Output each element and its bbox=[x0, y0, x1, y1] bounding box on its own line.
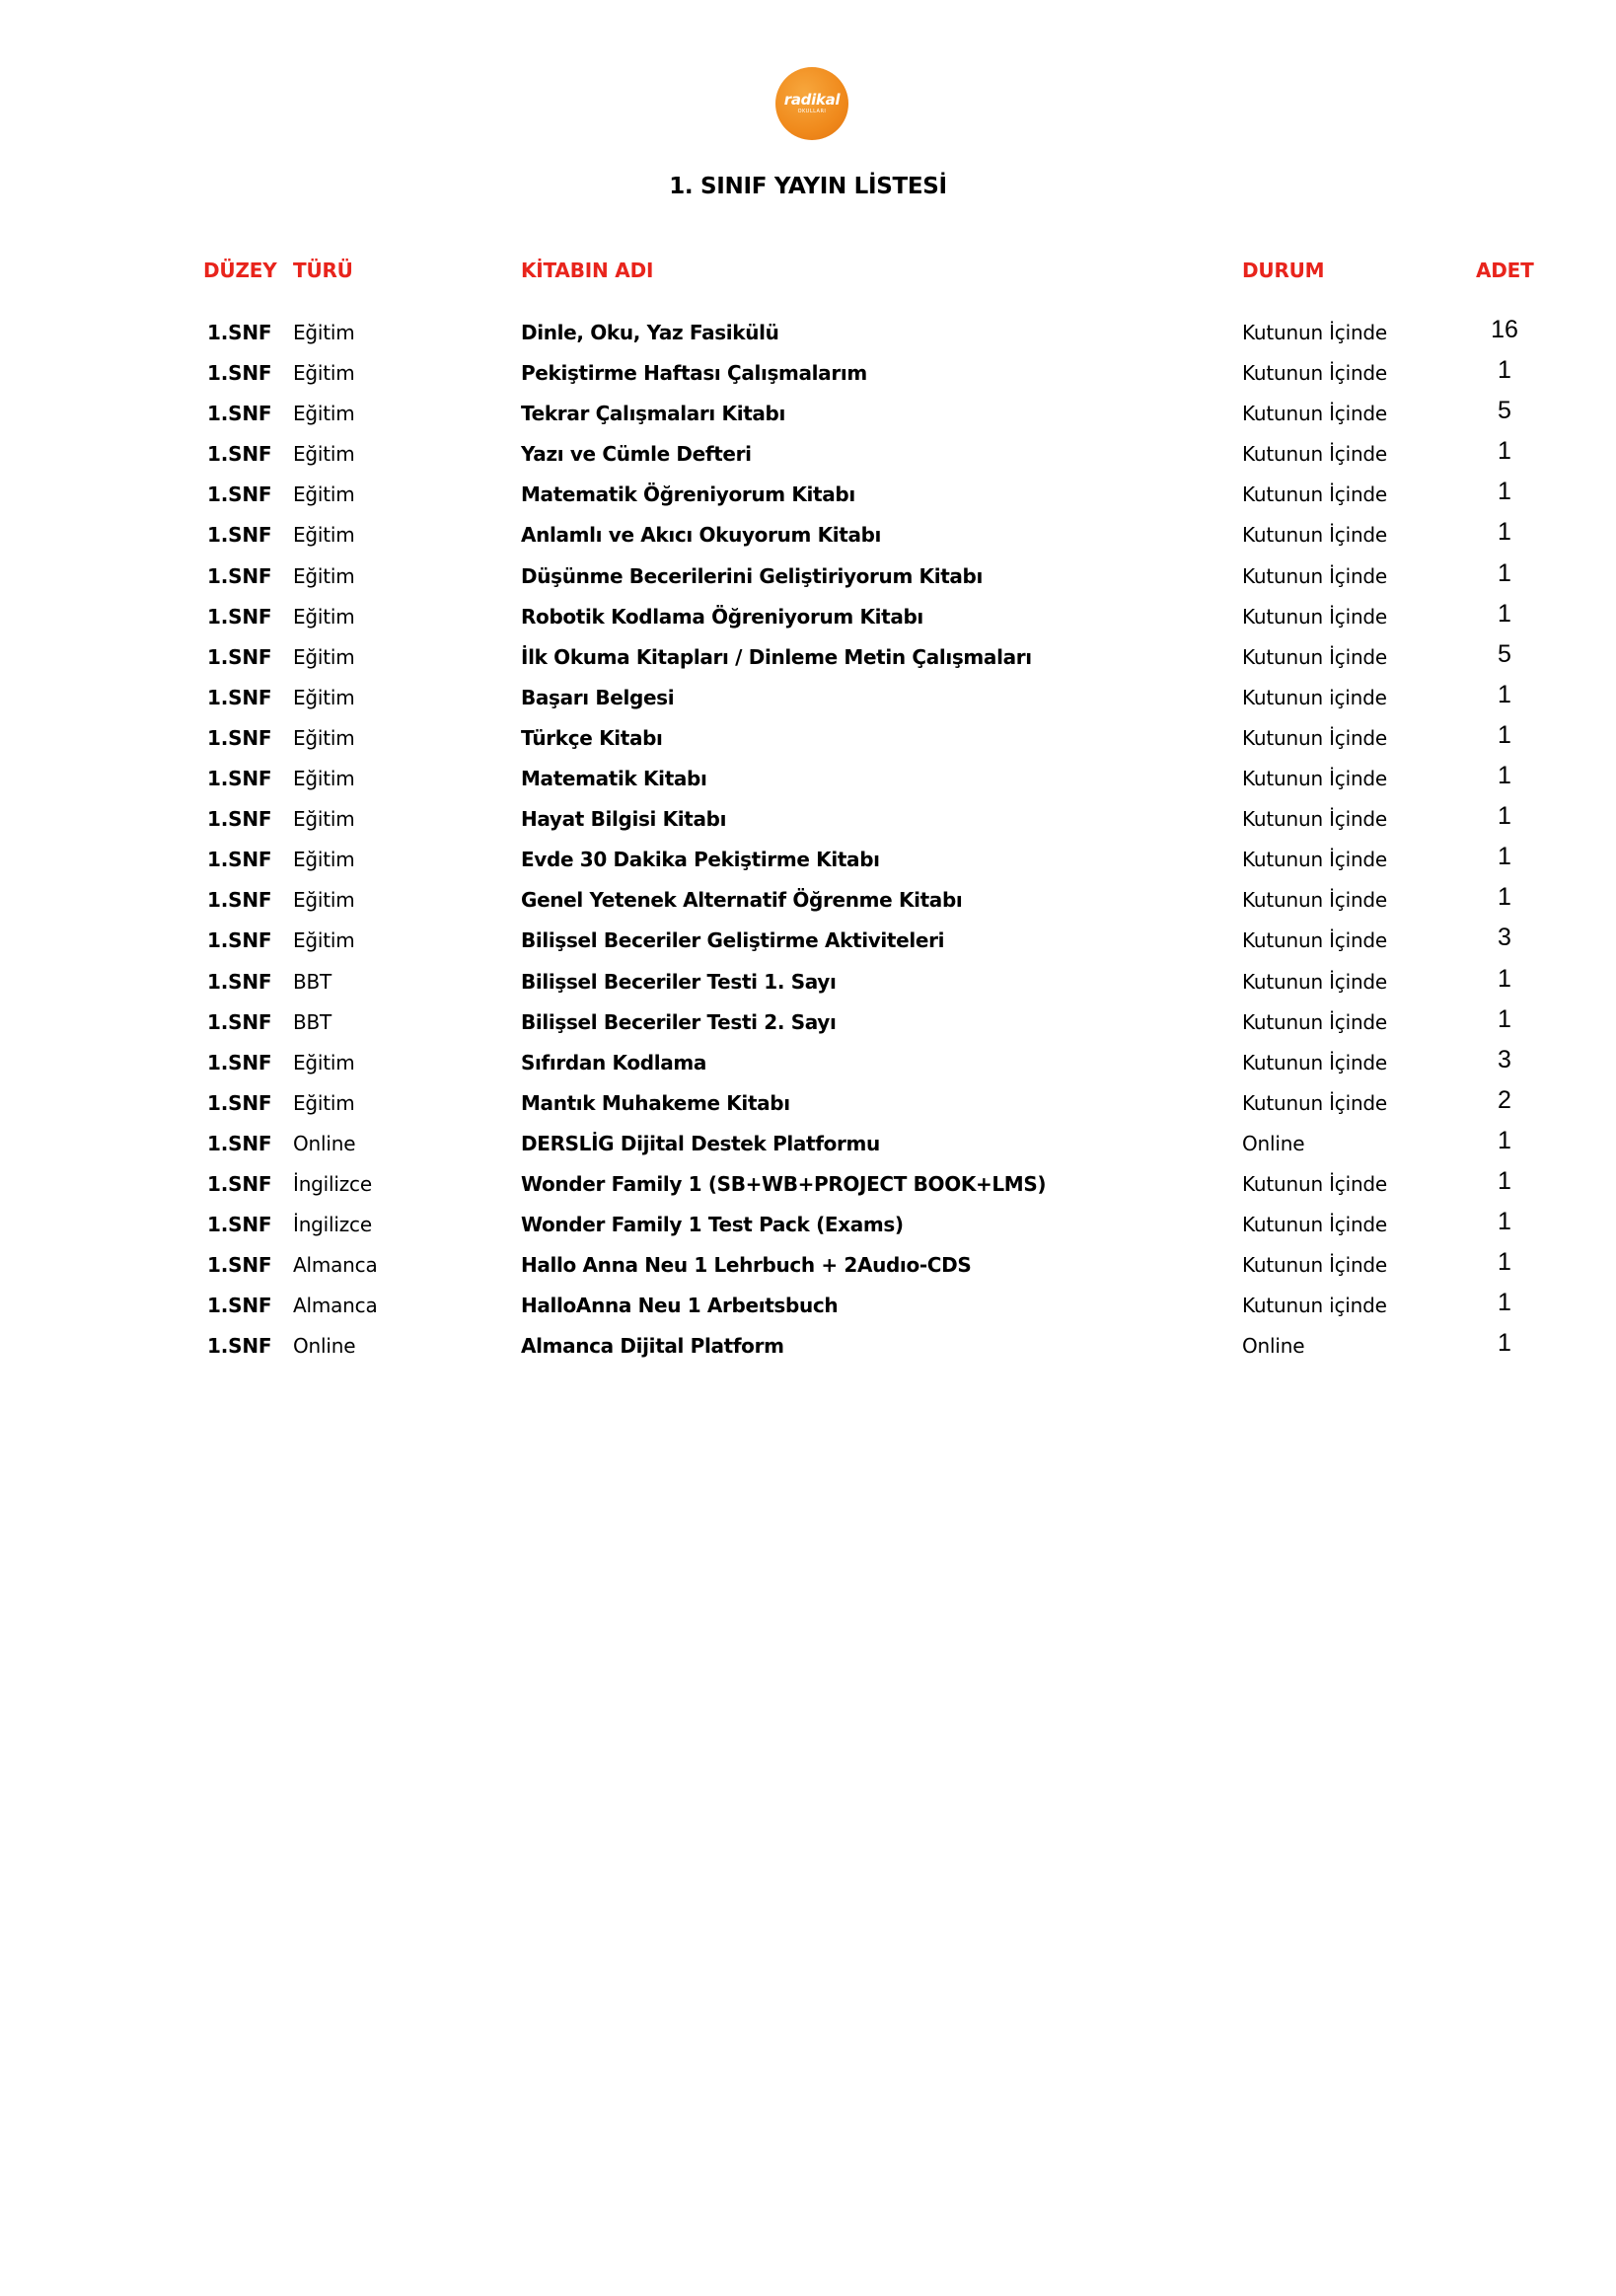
quantity-cell: 1 bbox=[1498, 762, 1511, 790]
level-cell: 1.SNF bbox=[207, 523, 272, 548]
table-row bbox=[0, 557, 1616, 598]
status-cell: Kutunun İçinde bbox=[1242, 482, 1388, 507]
level-cell: 1.SNF bbox=[207, 1334, 272, 1359]
column-header-type: TÜRÜ bbox=[293, 259, 353, 282]
table-row bbox=[0, 1084, 1616, 1125]
level-cell: 1.SNF bbox=[207, 725, 272, 750]
level-cell: 1.SNF bbox=[207, 402, 272, 426]
status-cell: Kutunun İçinde bbox=[1242, 402, 1388, 426]
table-row bbox=[0, 841, 1616, 881]
book-title-cell: Başarı Belgesi bbox=[521, 685, 675, 709]
quantity-cell: 1 bbox=[1498, 1166, 1511, 1195]
type-cell: Eğitim bbox=[293, 1050, 355, 1074]
book-title-cell: Matematik Kitabı bbox=[521, 767, 707, 791]
type-cell: Eğitim bbox=[293, 604, 355, 629]
table-row bbox=[0, 800, 1616, 841]
book-title-cell: Türkçe Kitabı bbox=[521, 725, 663, 750]
table-row bbox=[0, 395, 1616, 435]
logo-wordmark: radikal bbox=[783, 91, 841, 109]
level-cell: 1.SNF bbox=[207, 969, 272, 994]
table-row bbox=[0, 1003, 1616, 1044]
type-cell: Almanca bbox=[293, 1253, 378, 1278]
level-cell: 1.SNF bbox=[207, 807, 272, 832]
level-cell: 1.SNF bbox=[207, 1294, 272, 1318]
book-title-cell: Hallo Anna Neu 1 Lehrbuch + 2Audıo-CDS bbox=[521, 1253, 972, 1278]
status-cell: Kutunun İçinde bbox=[1242, 1050, 1388, 1074]
level-cell: 1.SNF bbox=[207, 604, 272, 629]
column-header-title: KİTABIN ADI bbox=[521, 259, 654, 282]
level-cell: 1.SNF bbox=[207, 767, 272, 791]
status-cell: Kutunun İçinde bbox=[1242, 1171, 1388, 1196]
status-cell: Kutunun İçinde bbox=[1242, 725, 1388, 750]
quantity-cell: 2 bbox=[1498, 1085, 1511, 1114]
quantity-cell: 5 bbox=[1498, 397, 1511, 425]
quantity-cell: 1 bbox=[1498, 680, 1511, 708]
level-cell: 1.SNF bbox=[207, 442, 272, 467]
table-row bbox=[0, 516, 1616, 556]
type-cell: Eğitim bbox=[293, 888, 355, 913]
quantity-cell: 1 bbox=[1498, 720, 1511, 749]
table-row bbox=[0, 314, 1616, 354]
table-row bbox=[0, 963, 1616, 1003]
type-cell: Almanca bbox=[293, 1294, 378, 1318]
status-cell: Kutunun İçinde bbox=[1242, 604, 1388, 629]
type-cell: Eğitim bbox=[293, 321, 355, 344]
table-row bbox=[0, 1206, 1616, 1246]
status-cell: Kutunun İçinde bbox=[1242, 1090, 1388, 1115]
table-row bbox=[0, 435, 1616, 476]
page-title: 1. SINIF YAYIN LİSTESİ bbox=[669, 174, 947, 199]
quantity-cell: 1 bbox=[1498, 518, 1511, 547]
table-row bbox=[0, 679, 1616, 719]
table-row bbox=[0, 1165, 1616, 1206]
level-cell: 1.SNF bbox=[207, 644, 272, 669]
status-cell: Kutunun İçinde bbox=[1242, 888, 1388, 913]
book-title-cell: Wonder Family 1 Test Pack (Exams) bbox=[521, 1213, 904, 1237]
level-cell: 1.SNF bbox=[207, 1131, 272, 1155]
table-row bbox=[0, 1327, 1616, 1368]
status-cell: Kutunun İçinde bbox=[1242, 848, 1388, 872]
book-title-cell: Bilişsel Beceriler Testi 1. Sayı bbox=[521, 969, 837, 994]
status-cell: Kutunun İçinde bbox=[1242, 361, 1388, 386]
level-cell: 1.SNF bbox=[207, 1009, 272, 1034]
table-row bbox=[0, 1125, 1616, 1165]
radikal-logo bbox=[775, 67, 848, 140]
book-title-cell: Bilişsel Beceriler Testi 2. Sayı bbox=[521, 1009, 837, 1034]
book-title-cell: Evde 30 Dakika Pekiştirme Kitabı bbox=[521, 848, 880, 872]
type-cell: Eğitim bbox=[293, 685, 355, 709]
level-cell: 1.SNF bbox=[207, 321, 272, 344]
quantity-cell: 1 bbox=[1498, 883, 1511, 912]
type-cell: İngilizce bbox=[293, 1213, 372, 1237]
status-cell: Kutunun İçinde bbox=[1242, 321, 1388, 344]
type-cell: Eğitim bbox=[293, 807, 355, 832]
table-row bbox=[0, 719, 1616, 760]
status-cell: Kutunun İçinde bbox=[1242, 969, 1388, 994]
status-cell: Kutunun içinde bbox=[1242, 685, 1387, 709]
level-cell: 1.SNF bbox=[207, 361, 272, 386]
type-cell: Eğitim bbox=[293, 361, 355, 386]
book-title-cell: Dinle, Oku, Yaz Fasikülü bbox=[521, 321, 779, 344]
table-row bbox=[0, 760, 1616, 800]
status-cell: Online bbox=[1242, 1131, 1305, 1155]
status-cell: Kutunun İçinde bbox=[1242, 442, 1388, 467]
column-header-status: DURUM bbox=[1242, 259, 1325, 282]
quantity-cell: 1 bbox=[1498, 843, 1511, 871]
level-cell: 1.SNF bbox=[207, 1090, 272, 1115]
quantity-cell: 1 bbox=[1498, 558, 1511, 587]
status-cell: Kutunun İçinde bbox=[1242, 1213, 1388, 1237]
type-cell: Eğitim bbox=[293, 644, 355, 669]
book-title-cell: DERSLİG Dijital Destek Platformu bbox=[521, 1131, 880, 1155]
type-cell: Online bbox=[293, 1131, 356, 1155]
quantity-cell: 3 bbox=[1498, 1045, 1511, 1074]
quantity-cell: 1 bbox=[1498, 478, 1511, 506]
quantity-cell: 1 bbox=[1498, 964, 1511, 993]
book-title-cell: Wonder Family 1 (SB+WB+PROJECT BOOK+LMS) bbox=[521, 1171, 1047, 1196]
status-cell: Kutunun İçinde bbox=[1242, 644, 1388, 669]
type-cell: İngilizce bbox=[293, 1171, 372, 1196]
type-cell: BBT bbox=[293, 969, 332, 994]
type-cell: Eğitim bbox=[293, 767, 355, 791]
book-title-cell: Sıfırdan Kodlama bbox=[521, 1050, 706, 1074]
level-cell: 1.SNF bbox=[207, 563, 272, 588]
logo-subtext: OKULLARI bbox=[797, 109, 827, 114]
book-title-cell: Anlamlı ve Akıcı Okuyorum Kitabı bbox=[521, 523, 882, 548]
level-cell: 1.SNF bbox=[207, 1213, 272, 1237]
book-title-cell: Yazı ve Cümle Defteri bbox=[521, 442, 752, 467]
level-cell: 1.SNF bbox=[207, 482, 272, 507]
book-title-cell: Matematik Öğreniyorum Kitabı bbox=[521, 482, 855, 507]
status-cell: Kutunun İçinde bbox=[1242, 767, 1388, 791]
book-title-cell: İlk Okuma Kitapları / Dinleme Metin Çalışmaları bbox=[521, 644, 1032, 669]
status-cell: Kutunun içinde bbox=[1242, 1294, 1387, 1318]
type-cell: Eğitim bbox=[293, 928, 355, 953]
status-cell: Kutunun İçinde bbox=[1242, 563, 1388, 588]
status-cell: Kutunun İçinde bbox=[1242, 807, 1388, 832]
book-title-cell: Genel Yetenek Alternatif Öğrenme Kitabı bbox=[521, 888, 963, 913]
level-cell: 1.SNF bbox=[207, 888, 272, 913]
book-title-cell: Mantık Muhakeme Kitabı bbox=[521, 1090, 790, 1115]
quantity-cell: 1 bbox=[1498, 1004, 1511, 1033]
level-cell: 1.SNF bbox=[207, 848, 272, 872]
table-row bbox=[0, 354, 1616, 395]
status-cell: Online bbox=[1242, 1334, 1305, 1359]
level-cell: 1.SNF bbox=[207, 1253, 272, 1278]
column-header-level: DÜZEY bbox=[203, 259, 277, 282]
book-title-cell: Düşünme Becerilerini Geliştiriyorum Kitabı bbox=[521, 563, 984, 588]
quantity-cell: 1 bbox=[1498, 1289, 1511, 1317]
book-title-cell: Pekiştirme Haftası Çalışmalarım bbox=[521, 361, 867, 386]
quantity-cell: 16 bbox=[1491, 316, 1518, 343]
level-cell: 1.SNF bbox=[207, 1050, 272, 1074]
quantity-cell: 1 bbox=[1498, 356, 1511, 385]
quantity-cell: 5 bbox=[1498, 639, 1511, 668]
type-cell: Eğitim bbox=[293, 442, 355, 467]
table-row bbox=[0, 476, 1616, 516]
type-cell: Eğitim bbox=[293, 725, 355, 750]
book-title-cell: Bilişsel Beceriler Geliştirme Aktiviteleri bbox=[521, 928, 945, 953]
type-cell: Eğitim bbox=[293, 848, 355, 872]
book-list-table bbox=[0, 314, 1616, 1368]
book-title-cell: Almanca Dijital Platform bbox=[521, 1334, 784, 1359]
table-row bbox=[0, 598, 1616, 638]
level-cell: 1.SNF bbox=[207, 685, 272, 709]
quantity-cell: 1 bbox=[1498, 1248, 1511, 1277]
level-cell: 1.SNF bbox=[207, 928, 272, 953]
book-title-cell: Robotik Kodlama Öğreniyorum Kitabı bbox=[521, 604, 923, 629]
table-row bbox=[0, 638, 1616, 679]
status-cell: Kutunun İçinde bbox=[1242, 928, 1388, 953]
quantity-cell: 3 bbox=[1498, 924, 1511, 952]
table-row bbox=[0, 1044, 1616, 1084]
type-cell: BBT bbox=[293, 1009, 332, 1034]
status-cell: Kutunun İçinde bbox=[1242, 523, 1388, 548]
quantity-cell: 1 bbox=[1498, 599, 1511, 628]
book-title-cell: Hayat Bilgisi Kitabı bbox=[521, 807, 727, 832]
book-title-cell: Tekrar Çalışmaları Kitabı bbox=[521, 402, 786, 426]
quantity-cell: 1 bbox=[1498, 802, 1511, 831]
level-cell: 1.SNF bbox=[207, 1171, 272, 1196]
type-cell: Eğitim bbox=[293, 523, 355, 548]
table-row bbox=[0, 922, 1616, 962]
type-cell: Eğitim bbox=[293, 402, 355, 426]
status-cell: Kutunun İçinde bbox=[1242, 1253, 1388, 1278]
table-row bbox=[0, 1287, 1616, 1327]
quantity-cell: 1 bbox=[1498, 1126, 1511, 1154]
quantity-cell: 1 bbox=[1498, 437, 1511, 466]
table-row bbox=[0, 881, 1616, 922]
type-cell: Eğitim bbox=[293, 482, 355, 507]
table-row bbox=[0, 1246, 1616, 1287]
status-cell: Kutunun İçinde bbox=[1242, 1009, 1388, 1034]
type-cell: Online bbox=[293, 1334, 356, 1359]
quantity-cell: 1 bbox=[1498, 1208, 1511, 1236]
type-cell: Eğitim bbox=[293, 1090, 355, 1115]
column-header-qty: ADET bbox=[1476, 259, 1534, 282]
type-cell: Eğitim bbox=[293, 563, 355, 588]
book-title-cell: HalloAnna Neu 1 Arbeıtsbuch bbox=[521, 1294, 839, 1318]
quantity-cell: 1 bbox=[1498, 1329, 1511, 1358]
